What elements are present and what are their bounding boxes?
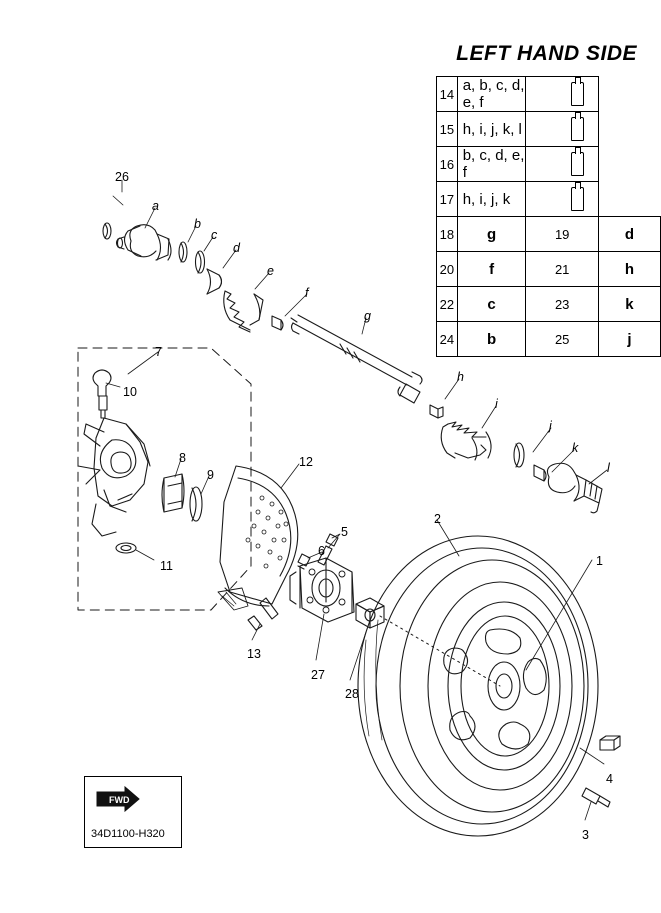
callout-c: c xyxy=(211,228,218,242)
grease-tube-icon xyxy=(571,82,584,106)
callout-13: 13 xyxy=(247,647,261,661)
table-row xyxy=(437,147,661,182)
legend-ref-number: 25 xyxy=(526,322,598,357)
page-title: LEFT HAND SIDE xyxy=(456,42,637,65)
legend-parts-label: k xyxy=(598,287,660,322)
grease-symbol-cell xyxy=(526,147,598,182)
callout-i: i xyxy=(495,397,498,411)
legend-parts-label: c xyxy=(457,287,526,322)
legend-parts-label: a, b, c, d, e, f xyxy=(457,77,526,112)
legend-ref-number: 16 xyxy=(437,147,458,182)
legend-ref-number: 23 xyxy=(526,287,598,322)
callout-8: 8 xyxy=(179,451,186,465)
callout-11: 11 xyxy=(160,559,173,573)
callout-h: h xyxy=(457,370,464,384)
drawing-info-block xyxy=(84,776,182,848)
legend-ref-number: 19 xyxy=(526,217,598,252)
legend-parts-label: h, i, j, k xyxy=(457,182,526,217)
callout-27: 27 xyxy=(311,668,325,682)
callout-3: 3 xyxy=(582,828,589,842)
table-row xyxy=(437,322,661,357)
grease-symbol-cell xyxy=(526,77,598,112)
legend-ref-number: 17 xyxy=(437,182,458,217)
callout-9: 9 xyxy=(207,468,214,482)
grease-tube-icon xyxy=(571,187,584,211)
legend-parts-label: g xyxy=(457,217,526,252)
legend-ref-number: 22 xyxy=(437,287,458,322)
svg-text:FWD: FWD xyxy=(109,795,130,805)
callout-7: 7 xyxy=(155,345,162,359)
callout-d: d xyxy=(233,241,240,255)
callout-28: 28 xyxy=(345,687,359,701)
callout-l: l xyxy=(607,461,610,475)
callout-4: 4 xyxy=(606,772,613,786)
callout-e: e xyxy=(267,264,274,278)
drawing-number: 34D1100-H320 xyxy=(91,828,165,840)
table-row xyxy=(437,217,661,252)
legend-ref-number: 18 xyxy=(437,217,458,252)
callout-26: 26 xyxy=(115,170,129,184)
callout-f: f xyxy=(305,286,309,300)
grease-symbol-cell xyxy=(526,112,598,147)
table-row xyxy=(437,77,661,112)
fwd-arrow-icon xyxy=(95,786,141,812)
legend-parts-label: f xyxy=(457,252,526,287)
grease-symbol-cell xyxy=(526,182,598,217)
table-row xyxy=(437,252,661,287)
callout-6: 6 xyxy=(318,544,325,558)
grease-tube-icon xyxy=(571,152,584,176)
legend-parts-label: h xyxy=(598,252,660,287)
table-row xyxy=(437,112,661,147)
legend-ref-number: 21 xyxy=(526,252,598,287)
grease-tube-icon xyxy=(571,117,584,141)
legend-parts-label: d xyxy=(598,217,660,252)
legend-ref-number: 24 xyxy=(437,322,458,357)
callout-12: 12 xyxy=(299,455,313,469)
legend-ref-number: 14 xyxy=(437,77,458,112)
table-row xyxy=(437,182,661,217)
callout-a: a xyxy=(152,199,159,213)
legend-parts-label: b, c, d, e, f xyxy=(457,147,526,182)
lubrication-legend-table xyxy=(436,76,661,357)
callout-g: g xyxy=(364,309,371,323)
table-row xyxy=(437,287,661,322)
legend-parts-label: b xyxy=(457,322,526,357)
legend-ref-number: 15 xyxy=(437,112,458,147)
legend-parts-label: h, i, j, k, l xyxy=(457,112,526,147)
callout-b: b xyxy=(194,217,201,231)
callout-10: 10 xyxy=(123,385,137,399)
callout-j: j xyxy=(549,419,552,433)
legend-parts-label: j xyxy=(598,322,660,357)
callout-5: 5 xyxy=(341,525,348,539)
callout-2: 2 xyxy=(434,512,441,526)
callout-1: 1 xyxy=(596,554,603,568)
callout-k: k xyxy=(572,441,579,455)
legend-ref-number: 20 xyxy=(437,252,458,287)
